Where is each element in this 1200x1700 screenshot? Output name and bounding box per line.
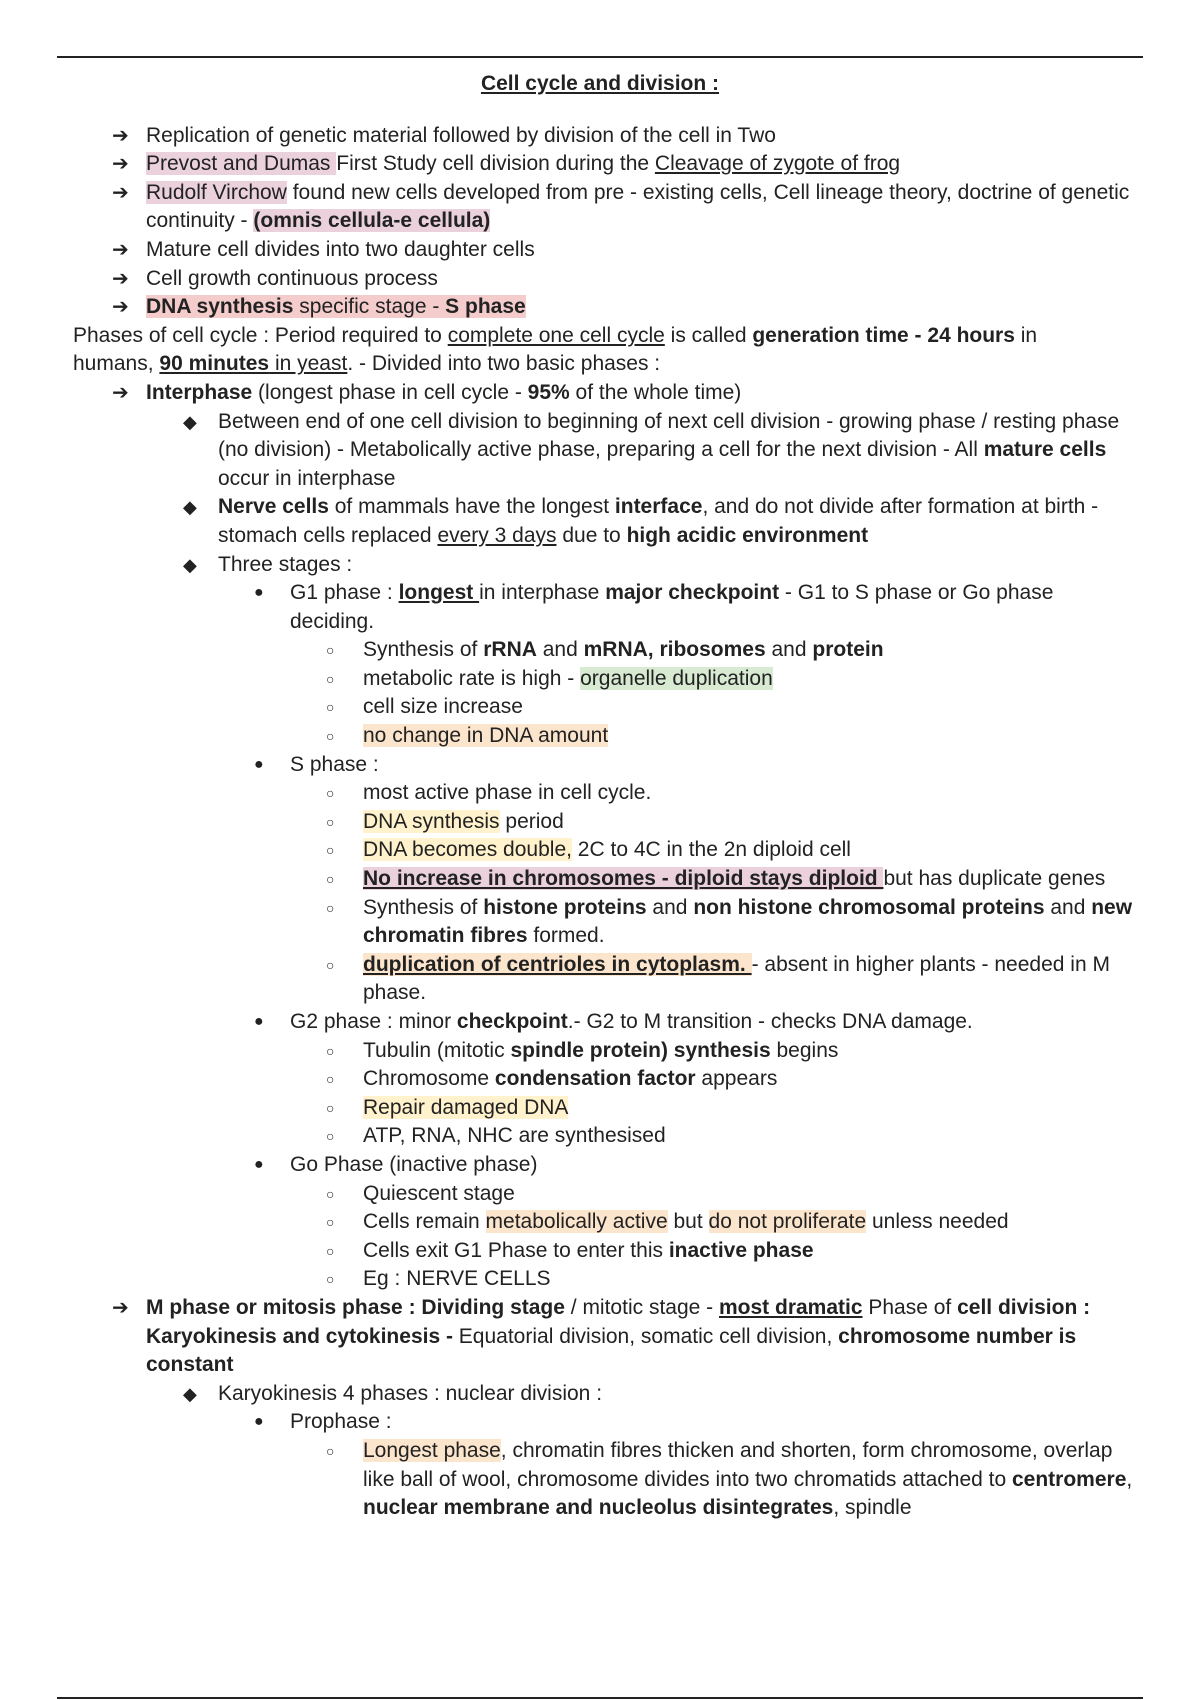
bold-text: protein [812,638,884,662]
arrow-bullet-icon: ➔ [112,238,129,261]
g1-item [0,636,1200,665]
text: Tubulin (mitotic [363,1038,511,1062]
text: Chromosome [363,1067,495,1091]
intro-item [0,293,1200,322]
text: - absent in higher plants - needed in M phase. [363,952,1110,1005]
s-phase-heading [0,751,1200,780]
prophase-heading [0,1408,1200,1437]
underlined-text: every 3 days [437,523,557,547]
bold-underlined-highlight: No increase in chromosomes - diploid stays diploid [363,867,884,891]
highlight-name: Prevost and Dumas [146,152,337,176]
bold-text: condensation factor [494,1067,696,1091]
text: metabolic rate is high - [363,666,581,690]
highlight-text: DNA becomes double, [363,838,572,862]
text: Synthesis of [363,895,484,919]
bold-text: Interphase [146,380,253,404]
phases-paragraph [0,322,1200,379]
highlight-text: metabolically active [485,1210,668,1234]
text: and [536,638,584,662]
arrow-bullet-icon: ➔ [112,181,129,204]
circle-bullet-icon: ○ [326,956,335,973]
text: . - Divided into two basic phases : [347,352,661,376]
text: 2C to 4C in the 2n diploid cell [571,838,851,862]
bold-text: non histone chromosomal proteins [693,895,1045,919]
diamond-bullet-icon: ◆ [183,497,197,518]
text: (longest phase in cell cycle - [252,380,528,404]
text: but [667,1210,709,1234]
m-phase-heading [0,1294,1200,1380]
text: G2 phase : minor [290,1010,457,1033]
text: Phases of cell cycle : Period required to [73,323,448,347]
highlight-text: organelle duplication [580,666,773,690]
diamond-bullet-icon: ◆ [183,1383,197,1404]
dot-bullet-icon: ● [254,1155,264,1173]
highlight-text: no change in DNA amount [363,724,609,748]
circle-bullet-icon: ○ [326,699,335,716]
text: Eg : NERVE CELLS [363,1267,551,1291]
interphase-item [0,551,1200,580]
text: and [765,638,813,662]
circle-bullet-icon: ○ [326,1242,335,1259]
circle-bullet-icon: ○ [326,1442,335,1459]
dot-bullet-icon: ● [254,755,264,773]
bottom-rule [57,1697,1143,1699]
text: most active phase in cell cycle. [363,781,652,805]
highlight-text: Repair damaged DNA [363,1095,569,1119]
text: Cells exit G1 Phase to enter this [363,1238,669,1262]
bold-underlined-highlight: duplication of centrioles in cytoplasm. [363,952,752,976]
text: period [499,809,564,833]
bold-text: generation time - 24 hours [752,323,1015,347]
circle-bullet-icon: ○ [326,1071,335,1088]
dot-bullet-icon: ● [254,1413,264,1431]
top-rule [57,56,1143,58]
circle-bullet-icon: ○ [326,871,335,888]
underlined-text: in yeast [269,352,348,376]
text: Three stages : [218,552,353,576]
text: occur in interphase [218,466,396,490]
text: formed. [527,924,605,948]
bold-underlined-text: 90 minutes [159,352,270,376]
bold-text: checkpoint [456,1010,568,1033]
text: - G1 to S phase or Go phase deciding. [290,581,1054,633]
text: ATP, RNA, NHC are synthesised [363,1124,666,1148]
go-item [0,1237,1200,1266]
text: and [1044,895,1092,919]
g2-phase-heading [0,1008,1200,1037]
arrow-bullet-icon: ➔ [112,267,129,290]
intro-item [0,265,1200,294]
circle-bullet-icon: ○ [326,842,335,859]
bold-text: major checkpoint [605,581,780,605]
go-item [0,1208,1200,1237]
bold-text: 95% [527,380,570,404]
document-body [0,70,1200,1523]
circle-bullet-icon: ○ [326,670,335,687]
arrow-bullet-icon: ➔ [112,381,129,404]
bold-text: inactive phase [668,1238,814,1262]
text: Prophase : [290,1410,392,1434]
text: of mammals have the longest [328,495,615,519]
underlined-text: complete one cell cycle [447,323,665,347]
text: and [646,895,694,919]
text: Synthesis of [363,638,484,662]
bold-text: nuclear membrane and nucleolus disintegrates [363,1496,834,1520]
text: First Study cell division during the [336,152,655,176]
g2-item [0,1122,1200,1151]
arrow-bullet-icon: ➔ [112,153,129,176]
bold-text: Nerve cells [218,495,329,519]
dot-bullet-icon: ● [254,584,264,602]
interphase-heading [0,379,1200,408]
interphase-item [0,493,1200,550]
bold-text: mRNA, ribosomes [583,638,766,662]
text: , and do not divide after formation at birth - stomach cells replaced [218,495,1099,547]
arrow-bullet-icon: ➔ [112,296,129,319]
diamond-bullet-icon: ◆ [183,411,197,432]
s-item [0,779,1200,808]
g2-item [0,1094,1200,1123]
text: Phase of [862,1295,958,1319]
g2-item [0,1037,1200,1066]
circle-bullet-icon: ○ [326,1271,335,1288]
document-title: Cell cycle and division : [480,72,720,95]
g1-item [0,665,1200,694]
bold-highlight: (omnis cellula-e cellula) [253,209,491,233]
go-phase-heading [0,1151,1200,1180]
s-item [0,865,1200,894]
highlight-text: Longest phase [363,1438,501,1462]
text: , chromatin fibres thicken and shorten, form chromosome, overlap like ball of wool, chromosome divides into two chromatids attached to [363,1438,1113,1491]
circle-bullet-icon: ○ [326,785,335,802]
circle-bullet-icon: ○ [326,1099,335,1116]
prophase-item [0,1437,1200,1523]
text: Replication of genetic material followed by division of the cell in Two [146,123,776,147]
bold-text: M phase or mitosis phase : Dividing stage [146,1295,565,1319]
text: S phase : [290,752,379,776]
bold-underlined-text: most dramatic [718,1295,863,1319]
s-item [0,894,1200,951]
text: found new cells developed from pre - existing cells, Cell lineage theory, doctrine of genetic continuity - [146,180,1130,233]
g1-phase-heading [0,579,1200,636]
circle-bullet-icon: ○ [326,1042,335,1059]
circle-bullet-icon: ○ [326,642,335,659]
underlined-text: Cleavage of zygote of frog [654,152,901,176]
text: Cell growth continuous process [146,266,438,290]
bold-text: cell division : Karyokinesis and cytokinesis - [146,1295,1091,1348]
text: of the whole time) [569,380,742,404]
text: appears [695,1067,778,1091]
text: / mitotic stage - [564,1295,719,1319]
text: cell size increase [363,695,523,719]
text: Cells remain [363,1210,486,1234]
diamond-bullet-icon: ◆ [183,554,197,575]
text: but has duplicate genes [883,867,1106,891]
circle-bullet-icon: ○ [326,1128,335,1145]
go-item [0,1180,1200,1209]
text: Karyokinesis 4 phases : nuclear division : [218,1381,603,1405]
intro-item [0,122,1200,151]
bold-text: chromosome number is constant [146,1324,1077,1377]
text: Go Phase (inactive phase) [290,1152,538,1176]
text: begins [770,1038,839,1062]
g1-item [0,693,1200,722]
intro-item [0,150,1200,179]
circle-bullet-icon: ○ [326,1185,335,1202]
highlight-text: do not proliferate [708,1210,867,1234]
intro-item [0,236,1200,265]
bold-text: centromere [1011,1467,1127,1491]
text: .- G2 to M transition - checks DNA damage. [567,1010,973,1033]
s-item [0,808,1200,837]
text: due to [556,523,627,547]
text: , [1126,1467,1133,1491]
bold-text: interface [614,495,703,519]
bold-underlined-text: longest [398,581,480,605]
circle-bullet-icon: ○ [326,813,335,830]
text: Quiescent stage [363,1181,515,1205]
text: , spindle [833,1496,912,1520]
text: Between end of one cell division to beginning of next cell division - growing phase / resting phase (no division) - Metabolically active phase, preparing a cell for the next division - All [218,409,1120,462]
intro-item [0,179,1200,236]
circle-bullet-icon: ○ [326,728,335,745]
g2-item [0,1065,1200,1094]
arrow-bullet-icon: ➔ [112,124,129,147]
s-item [0,951,1200,1008]
go-item [0,1265,1200,1294]
bold-text: rRNA [483,638,537,662]
highlight-name: Rudolf Virchow [146,180,287,204]
interphase-item [0,408,1200,494]
text: G1 phase : [290,581,399,605]
bold-text: S phase [445,295,526,319]
text: unless needed [866,1210,1009,1234]
dot-bullet-icon: ● [254,1013,264,1030]
highlight-text: DNA synthesis [363,809,500,833]
text: is called [664,323,753,347]
bold-text: mature cells [983,438,1107,462]
karyokinesis-item [0,1380,1200,1409]
bold-text: DNA synthesis [146,295,294,319]
bold-text: new chromatin fibres [363,895,1133,948]
circle-bullet-icon: ○ [326,899,335,916]
bold-text: spindle protein) synthesis [510,1038,771,1062]
text: Equatorial division, somatic cell division, [452,1324,839,1348]
bold-text: histone proteins [483,895,647,919]
s-item [0,836,1200,865]
text: in humans, [73,323,1038,376]
bold-text: high acidic environment [626,523,869,547]
text: Mature cell divides into two daughter cells [146,237,535,261]
circle-bullet-icon: ○ [326,1214,335,1231]
arrow-bullet-icon: ➔ [112,1296,129,1319]
text: in interphase [479,581,606,605]
g1-item [0,722,1200,751]
text: specific stage - [293,295,446,319]
